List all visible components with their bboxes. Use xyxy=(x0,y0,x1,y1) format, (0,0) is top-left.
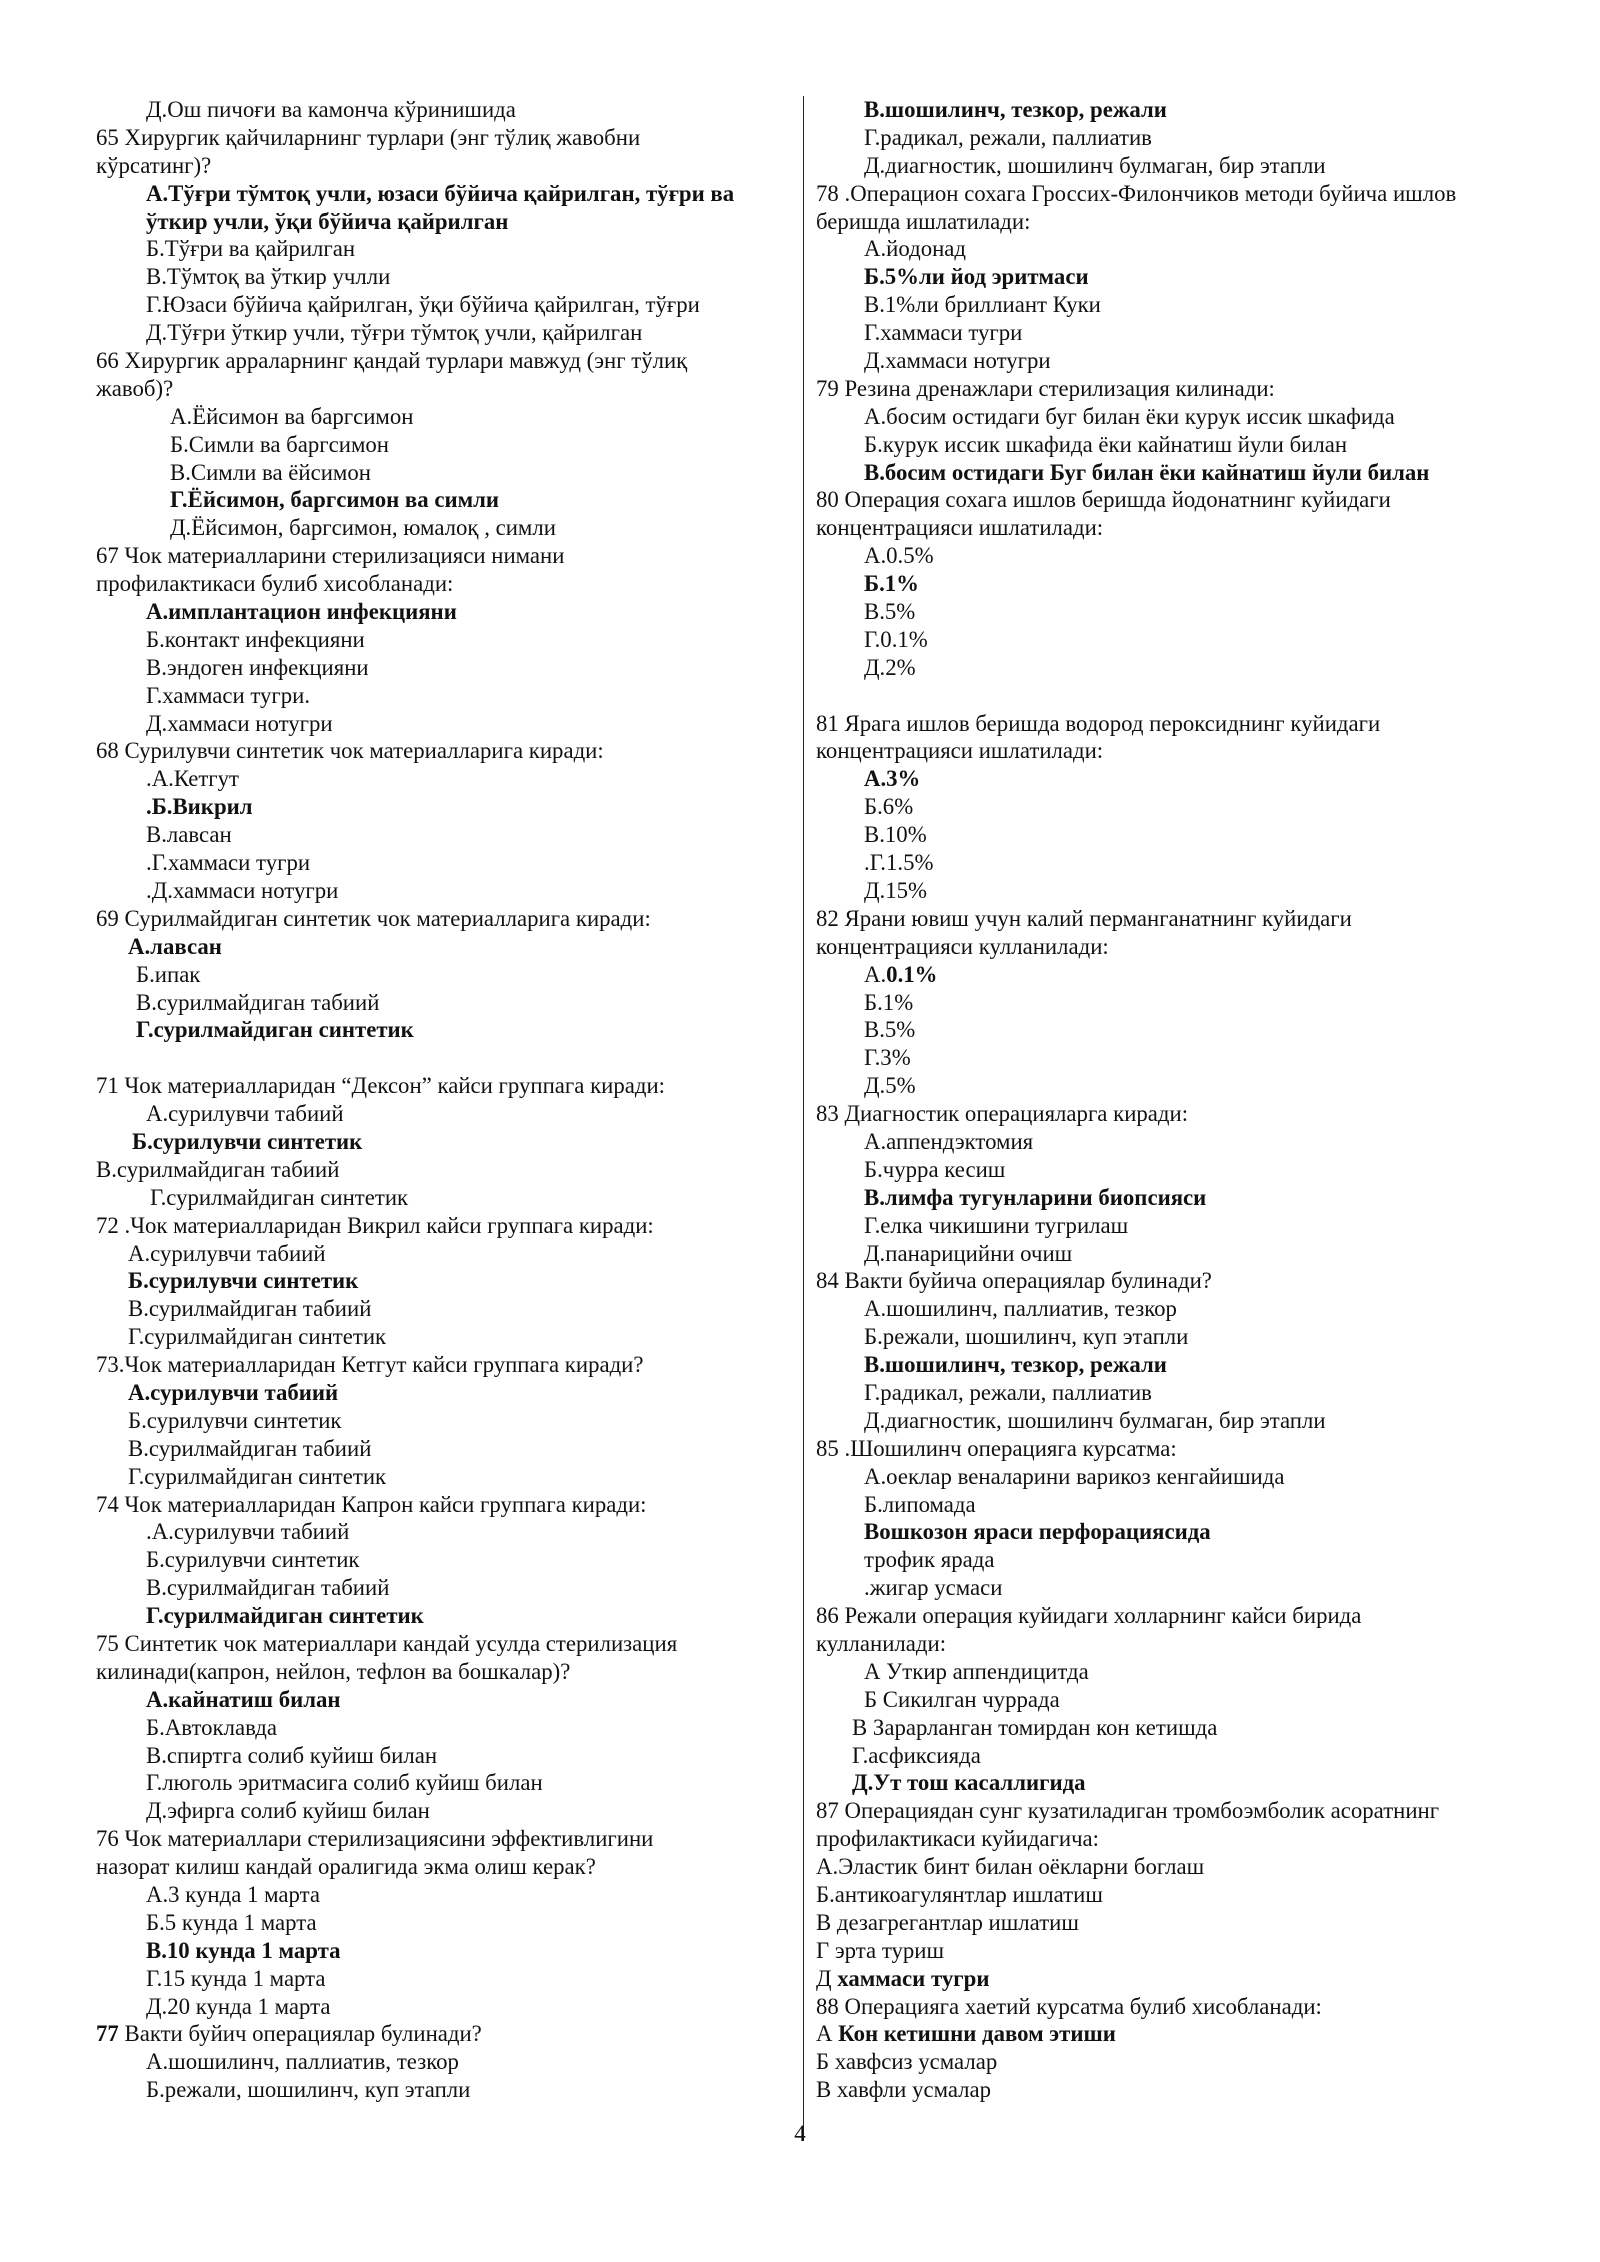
text-line: А.3% xyxy=(864,766,921,792)
text-line: А Уткир аппендицитда xyxy=(864,1658,1089,1684)
text-line: В.5% xyxy=(864,1017,916,1043)
text-line xyxy=(816,2020,1516,2048)
text-line: 87 Операциядан сунг кузатиладиган тромбоэмболик асоратнинг xyxy=(816,1798,1440,1824)
text-line: .Д.хаммаси нотугри xyxy=(146,877,339,903)
text-line: В.1%ли бриллиант Куки xyxy=(864,292,1101,318)
text-line: 72 .Чок материалларидан Викрил кайси группага киради: xyxy=(96,1212,654,1238)
text-line: 67 Чок материалларини стерилизацияси нимани xyxy=(96,543,565,569)
text-line: Б.5%ли йод эритмаси xyxy=(864,264,1089,290)
text-line: А.3 кунда 1 марта xyxy=(146,1882,320,1907)
text-line: назорат килиш кандай оралигида экма олиш керак? xyxy=(96,1854,596,1880)
text-line: 66 Хирургик арраларнинг қандай турлари мавжуд (энг тўлиқ xyxy=(96,348,688,374)
text-line: А.босим остидаги буг билан ёки курук иссик шкафида xyxy=(864,403,1395,429)
column-divider xyxy=(803,96,804,2141)
text-line: В.лавсан xyxy=(146,822,232,848)
text-line: Д.20 кунда 1 марта xyxy=(146,1993,331,2019)
text-line: .А.Кетгут xyxy=(146,766,239,792)
text-line: Б.сурилувчи синтетик xyxy=(132,1128,363,1154)
text-line: Д.Ёйсимон, баргсимон, юмалоқ , симли xyxy=(170,515,556,541)
text-line: Г.люголь эритмасига солиб куйиш билан xyxy=(146,1770,543,1796)
text-line xyxy=(816,682,1516,710)
text-line: А.шошилинч, паллиатив, тезкор xyxy=(146,2049,459,2075)
text-line: Д.Ош пичоғи ва камонча кўринишида xyxy=(146,97,516,122)
text-line: концентрацияси ишлатилади: xyxy=(816,738,1104,764)
text-line: 76 Чок материаллари стерилизациясини эффективлигини xyxy=(96,1826,654,1852)
text-line: Д.эфирга солиб куйиш билан xyxy=(146,1798,430,1824)
text-line: Д.5% xyxy=(864,1073,916,1099)
text-line: В Зарарланган томирдан кон кетишда xyxy=(852,1714,1218,1740)
text-line: 81 Ярага ишлов беришда водород пероксиднинг куйидаги xyxy=(816,710,1381,736)
text-line: 75 Синтетик чок материаллари кандай усулда стерилизация xyxy=(96,1630,678,1656)
text-line: .жигар усмаси xyxy=(864,1575,1003,1601)
text-line: Г.15 кунда 1 марта xyxy=(146,1965,326,1991)
text-line: Г.сурилмайдиган синтетик xyxy=(146,1603,424,1629)
text-line: Б.Автоклавда xyxy=(146,1714,277,1740)
text-line: В.сурилмайдиган табиий xyxy=(146,1575,390,1601)
text-run: Вакти буйич операциялар булинади? xyxy=(118,2021,482,2047)
text-line: Б.1% xyxy=(864,989,914,1015)
text-line: Д.15% xyxy=(864,877,928,903)
text-line: Д.Ут тош касаллигида xyxy=(852,1770,1086,1796)
text-line: Г эрта туриш xyxy=(816,1937,945,1963)
text-line: .А.сурилувчи табиий xyxy=(146,1519,350,1545)
text-line: Г.елка чикишини тугрилаш xyxy=(864,1212,1129,1238)
text-line: Б хавфсиз усмалар xyxy=(816,2049,998,2075)
text-line: В.сурилмайдиган табиий xyxy=(128,1435,372,1461)
text-line: Г.Ёйсимон, баргсимон ва симли xyxy=(170,487,500,513)
text-run: А. xyxy=(864,961,887,987)
text-line: А.оеклар веналарини варикоз кенгайишида xyxy=(864,1463,1285,1489)
text-line: профилактикаси куйидагича: xyxy=(816,1826,1100,1852)
text-line: Г.сурилмайдиган синтетик xyxy=(136,1017,414,1043)
text-line: Д.хаммаси нотугри xyxy=(146,710,333,736)
text-line: Д.Тўғри ўткир учли, тўғри тўмтоқ учли, қайрилган xyxy=(146,320,643,346)
text-line: 80 Операция сохага ишлов беришда йодонатнинг куйидаги xyxy=(816,487,1391,513)
text-line: Б.чурра кесиш xyxy=(864,1156,1006,1182)
text-line: 88 Операцияга хаетий курсатма булиб хисобланади: xyxy=(816,1993,1322,2019)
text-line: В хавфли усмалар xyxy=(816,2077,992,2103)
text-line: .Г.хаммаси тугри xyxy=(146,850,311,876)
text-line: Д.диагностик, шошилинч булмаган, бир этапли xyxy=(864,1407,1326,1433)
text-line: ўткир учли, ўқи бўйича қайрилган xyxy=(146,208,509,234)
text-line xyxy=(816,1965,1516,1993)
text-line: 83 Диагностик операцияларга киради: xyxy=(816,1101,1189,1127)
text-line: беришда ишлатилади: xyxy=(816,208,1031,234)
text-run: 0.1% xyxy=(886,961,938,987)
text-line: Д.панарицийни очиш xyxy=(864,1240,1073,1266)
text-line: 85 .Шошилинч операцияга курсатма: xyxy=(816,1435,1177,1461)
text-line: В.спиртга солиб куйиш билан xyxy=(146,1742,438,1768)
text-line: Вошкозон яраси перфорациясида xyxy=(864,1519,1211,1545)
text-line: Г.сурилмайдиган синтетик xyxy=(128,1324,387,1350)
text-line: А.имплантацион инфекцияни xyxy=(146,599,457,625)
text-line: В.босим остидаги Буг билан ёки кайнатиш йули билан xyxy=(864,459,1430,485)
text-line: Б.контакт инфекцияни xyxy=(146,626,365,652)
text-line: 73.Чок материалларидан Кетгут кайси группага киради? xyxy=(96,1352,644,1378)
text-line: А.0.5% xyxy=(864,543,934,569)
text-line: В.шошилинч, тезкор, режали xyxy=(864,1352,1167,1378)
text-line: Д.диагностик, шошилинч булмаган, бир этапли xyxy=(864,152,1326,178)
text-line: Б.липомада xyxy=(864,1491,976,1517)
text-line: Г.радикал, режали, паллиатив xyxy=(864,1379,1152,1405)
text-line: А.Тўғри тўмтоқ учли, юзаси бўйича қайрилган, тўғри ва xyxy=(146,180,735,206)
text-line: Б.Симли ва баргсимон xyxy=(170,431,389,457)
text-line: Б.курук иссик шкафида ёки кайнатиш йули билан xyxy=(864,431,1348,457)
text-line: 69 Сурилмайдиган синтетик чок материалларига киради: xyxy=(96,905,651,931)
text-line: Б.1% xyxy=(864,571,919,597)
text-line: Б.режали, шошилинч, куп этапли xyxy=(146,2077,471,2103)
text-line: Г.Юзаси бўйича қайрилган, ўқи бўйича қайрилган, тўғри xyxy=(146,292,700,318)
text-line: А.кайнатиш билан xyxy=(146,1686,341,1712)
text-line: Д.хаммаси нотугри xyxy=(864,348,1051,374)
left-column xyxy=(96,96,796,2104)
text-line: В.Тўмтоқ ва ўткир учлли xyxy=(146,264,391,290)
text-line: кўрсатинг)? xyxy=(96,152,212,178)
text-line: Г.сурилмайдиган синтетик xyxy=(128,1463,387,1489)
text-line: трофик ярада xyxy=(864,1547,995,1573)
text-line: Б Сикилган чуррада xyxy=(864,1686,1060,1712)
text-line: 71 Чок материалларидан “Дексон” кайси группага киради: xyxy=(96,1073,665,1099)
text-line: Б.сурилувчи синтетик xyxy=(146,1547,360,1573)
right-column xyxy=(816,96,1516,2104)
text-line: Б.6% xyxy=(864,794,914,820)
text-line: Б.сурилувчи синтетик xyxy=(128,1407,342,1433)
text-run: А xyxy=(816,2021,839,2047)
text-line: килинади(капрон, нейлон, тефлон ва бошкалар)? xyxy=(96,1658,571,1684)
text-line: А.сурилувчи табиий xyxy=(128,1240,326,1266)
text-line: В.сурилмайдиган табиий xyxy=(136,989,380,1015)
text-line: Г.хаммаси тугри. xyxy=(146,682,311,708)
text-run: 77 xyxy=(96,2021,119,2047)
text-line: .Б.Викрил xyxy=(146,794,253,820)
text-line: В.5% xyxy=(864,599,916,625)
text-run: Д xyxy=(816,1965,838,1991)
text-line: В.шошилинч, тезкор, режали xyxy=(864,97,1167,122)
text-line: А.Ёйсимон ва баргсимон xyxy=(170,403,414,429)
text-line: В.10 кунда 1 марта xyxy=(146,1937,341,1963)
text-line: В.сурилмайдиган табиий xyxy=(96,1156,340,1182)
text-line: 82 Ярани ювиш учун калий перманганатнинг куйидаги xyxy=(816,905,1352,931)
text-line: Г.хаммаси тугри xyxy=(864,320,1023,346)
text-line: А.сурилувчи табиий xyxy=(128,1379,339,1405)
text-line: А.аппендэктомия xyxy=(864,1128,1034,1154)
text-line: 78 .Операцион сохага Гроссих-Филончиков методи буйича ишлов xyxy=(816,180,1457,206)
text-line xyxy=(96,1044,796,1072)
text-line: .Г.1.5% xyxy=(864,850,934,876)
text-line: 74 Чок материалларидан Капрон кайси группага киради: xyxy=(96,1491,647,1517)
text-line: А.Эластик бинт билан оёкларни боглаш xyxy=(816,1854,1205,1880)
page-number: 4 xyxy=(794,2121,806,2146)
text-line: концентрацияси кулланилади: xyxy=(816,933,1109,959)
text-line: Б.режали, шошилинч, куп этапли xyxy=(864,1324,1189,1350)
text-line: Б.сурилувчи синтетик xyxy=(128,1268,359,1294)
text-line: В.лимфа тугунларини биопсияси xyxy=(864,1184,1207,1210)
text-line: В.сурилмайдиган табиий xyxy=(128,1296,372,1322)
text-line: Д.2% xyxy=(864,654,916,680)
text-run: Кон кетишни давом этиши xyxy=(838,2021,1116,2047)
text-line: Г.асфиксияда xyxy=(852,1742,981,1768)
text-line: Г.радикал, режали, паллиатив xyxy=(864,124,1152,150)
text-line: концентрацияси ишлатилади: xyxy=(816,515,1104,541)
text-line: А.сурилувчи табиий xyxy=(146,1101,344,1127)
text-line: Б.антикоагулянтлар ишлатиш xyxy=(816,1882,1103,1907)
text-line: профилактикаси булиб хисобланади: xyxy=(96,571,454,597)
text-line: А.шошилинч, паллиатив, тезкор xyxy=(864,1296,1177,1322)
text-line: А.йодонад xyxy=(864,236,967,262)
text-line: Б.Тўғри ва қайрилган xyxy=(146,236,356,262)
text-line: Г.сурилмайдиган синтетик xyxy=(150,1184,409,1210)
text-run: хаммаси тугри xyxy=(837,1965,990,1991)
text-line: кулланилади: xyxy=(816,1630,947,1656)
text-line: В.эндоген инфекцияни xyxy=(146,654,369,680)
text-line: 84 Вакти буйича операциялар булинади? xyxy=(816,1268,1212,1294)
text-line: Г.0.1% xyxy=(864,626,928,652)
text-line: А.лавсан xyxy=(128,933,222,959)
text-line: жавоб)? xyxy=(96,375,174,401)
text-line: 68 Сурилувчи синтетик чок материалларига киради: xyxy=(96,738,604,764)
text-line: В дезагрегантлар ишлатиш xyxy=(816,1909,1079,1935)
text-line: В.Симли ва ёйсимон xyxy=(170,459,371,485)
text-line: 79 Резина дренажлари стерилизация килинади: xyxy=(816,375,1275,401)
text-line: Г.3% xyxy=(864,1045,911,1071)
text-line: Б.ипак xyxy=(136,961,201,987)
text-line xyxy=(816,961,1516,989)
text-line: В.10% xyxy=(864,822,927,848)
text-line xyxy=(96,2020,796,2048)
text-line: 65 Хирургик қайчиларнинг турлари (энг тўлиқ жавобни xyxy=(96,124,641,150)
text-line: Б.5 кунда 1 марта xyxy=(146,1909,317,1935)
text-line: 86 Режали операция куйидаги холларнинг кайси бирида xyxy=(816,1603,1362,1629)
